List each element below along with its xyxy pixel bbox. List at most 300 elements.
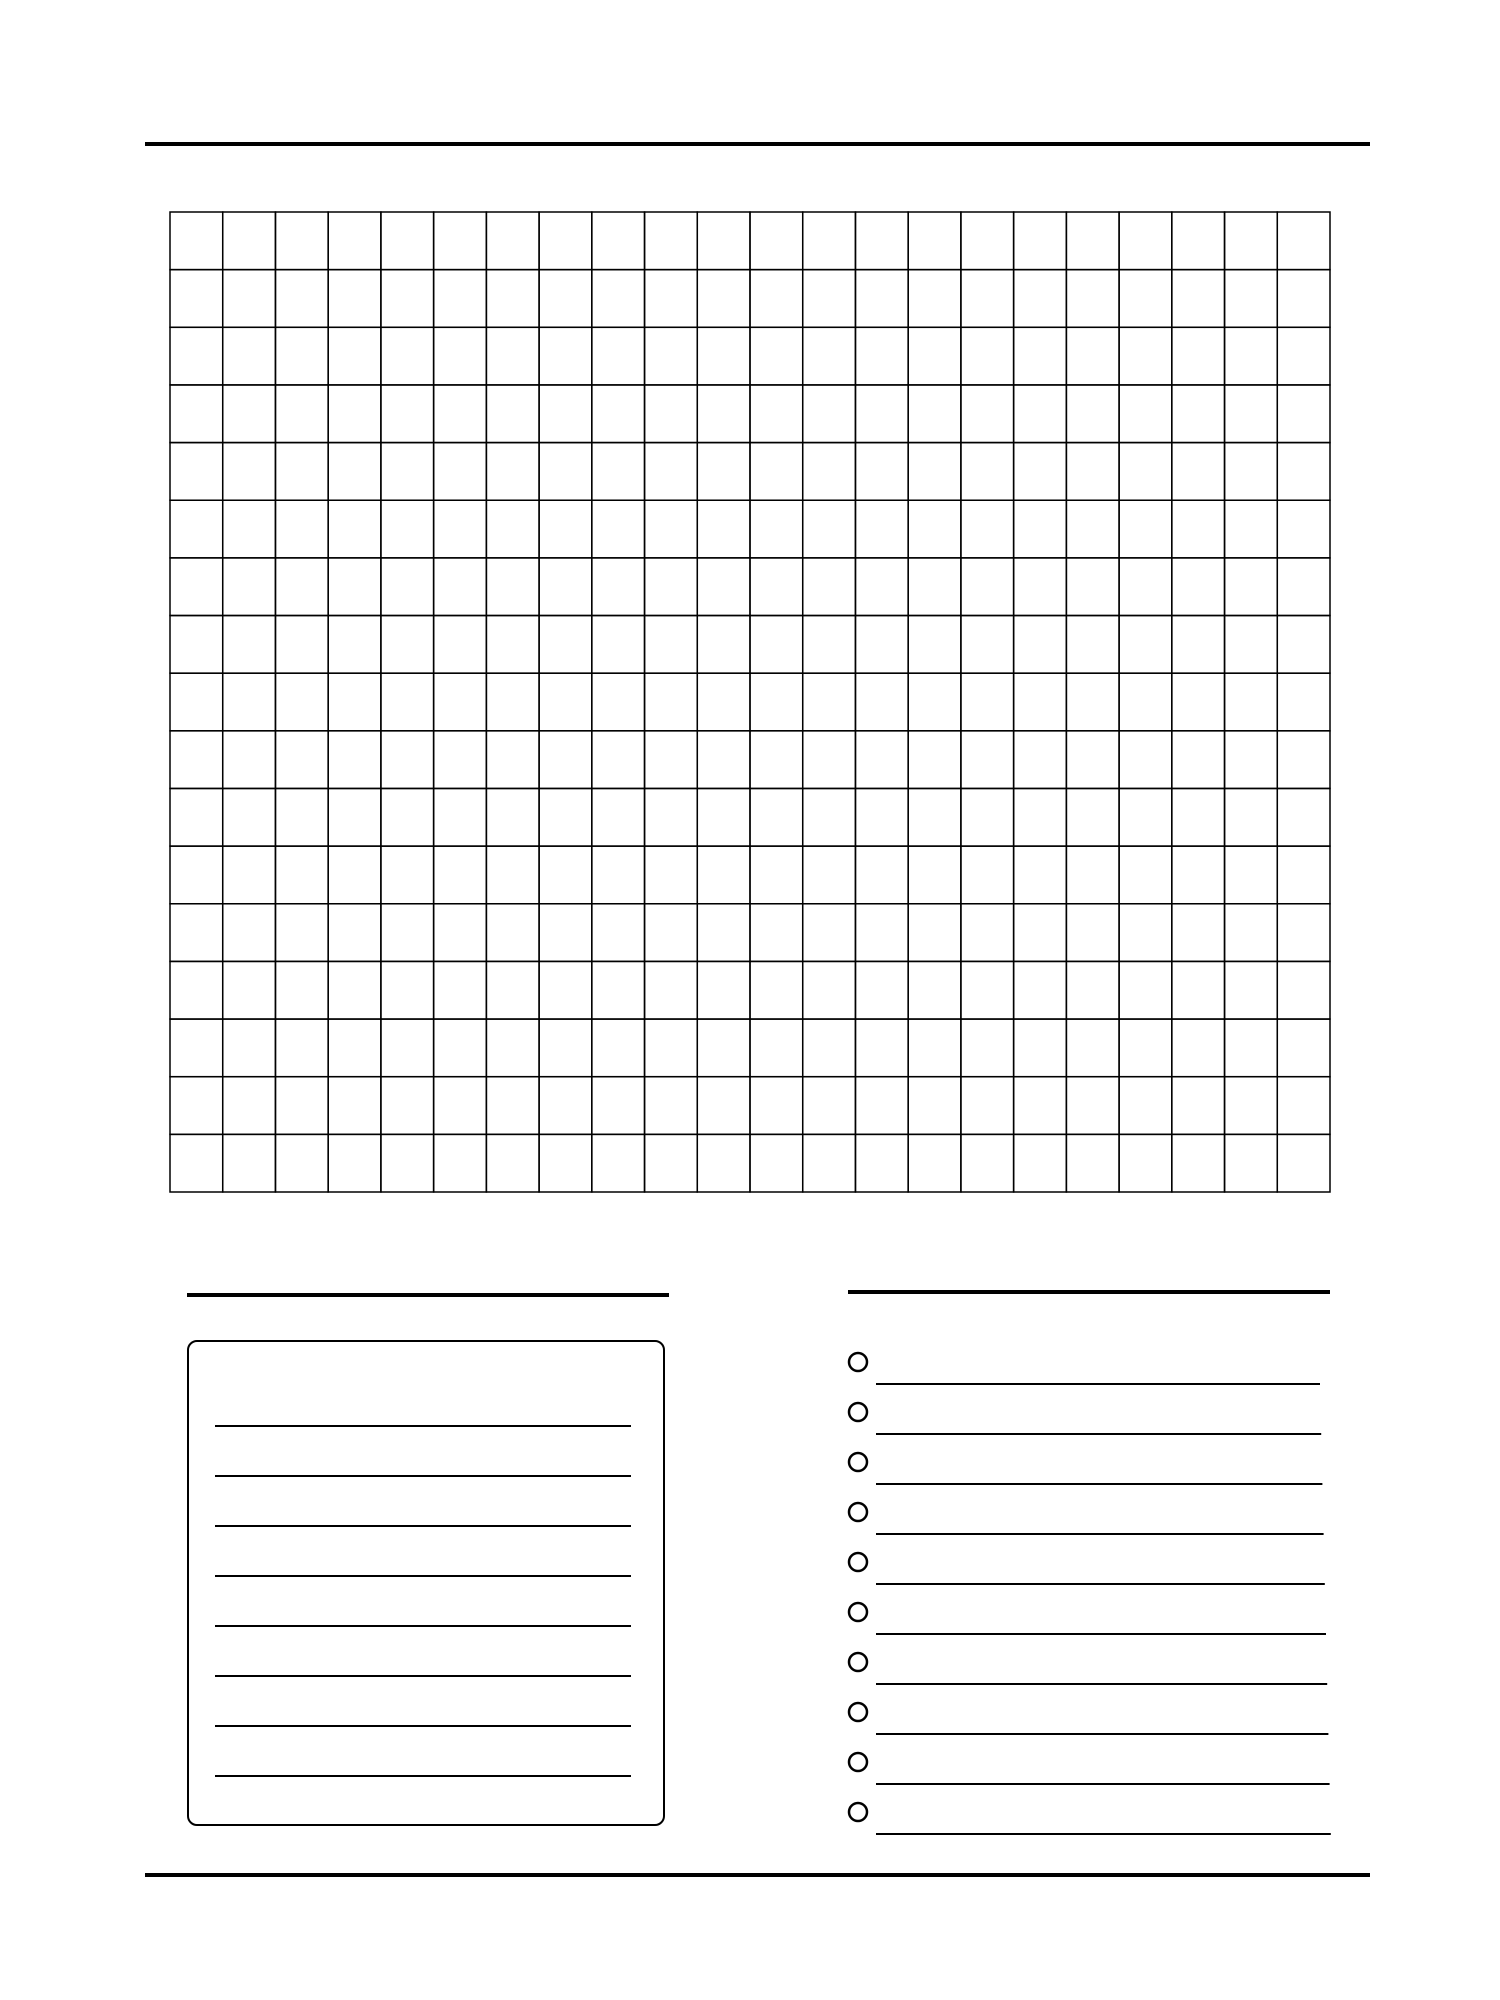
grid-cell[interactable] bbox=[434, 846, 487, 904]
grid-cell[interactable] bbox=[1277, 327, 1330, 385]
grid-cell[interactable] bbox=[855, 443, 908, 501]
grid-cell[interactable] bbox=[1066, 385, 1119, 443]
grid-cell[interactable] bbox=[961, 673, 1014, 731]
grid-cell[interactable] bbox=[908, 961, 961, 1019]
grid-cell[interactable] bbox=[223, 616, 276, 674]
grid-cell[interactable] bbox=[1172, 385, 1225, 443]
grid-cell[interactable] bbox=[223, 788, 276, 846]
grid-cell[interactable] bbox=[328, 443, 381, 501]
grid-cell[interactable] bbox=[539, 1019, 592, 1077]
grid-cell[interactable] bbox=[750, 961, 803, 1019]
grid-cell[interactable] bbox=[1277, 1077, 1330, 1135]
circle-checkbox-icon[interactable] bbox=[849, 1503, 867, 1521]
grid-cell[interactable] bbox=[697, 731, 750, 789]
grid-cell[interactable] bbox=[1014, 1134, 1067, 1192]
grid-cell[interactable] bbox=[1014, 385, 1067, 443]
grid-cell[interactable] bbox=[1225, 788, 1278, 846]
grid-cell[interactable] bbox=[1225, 327, 1278, 385]
grid-cell[interactable] bbox=[592, 904, 645, 962]
grid-cell[interactable] bbox=[434, 1134, 487, 1192]
grid-cell[interactable] bbox=[592, 1019, 645, 1077]
grid-cell[interactable] bbox=[1277, 500, 1330, 558]
grid-cell[interactable] bbox=[1066, 500, 1119, 558]
grid-cell[interactable] bbox=[434, 443, 487, 501]
grid-cell[interactable] bbox=[697, 1134, 750, 1192]
grid-cell[interactable] bbox=[328, 327, 381, 385]
grid-cell[interactable] bbox=[961, 385, 1014, 443]
grid-cell[interactable] bbox=[539, 558, 592, 616]
grid-cell[interactable] bbox=[855, 212, 908, 270]
grid-cell[interactable] bbox=[961, 788, 1014, 846]
grid-cell[interactable] bbox=[486, 1134, 539, 1192]
grid-cell[interactable] bbox=[381, 616, 434, 674]
grid-cell[interactable] bbox=[170, 443, 223, 501]
grid-cell[interactable] bbox=[1172, 961, 1225, 1019]
grid-cell[interactable] bbox=[961, 443, 1014, 501]
grid-cell[interactable] bbox=[170, 558, 223, 616]
grid-cell[interactable] bbox=[1014, 673, 1067, 731]
grid-cell[interactable] bbox=[908, 1134, 961, 1192]
grid-cell[interactable] bbox=[328, 1134, 381, 1192]
checklist-item[interactable] bbox=[849, 1653, 1327, 1684]
grid-cell[interactable] bbox=[803, 961, 856, 1019]
grid-cell[interactable] bbox=[170, 1077, 223, 1135]
grid-cell[interactable] bbox=[275, 385, 328, 443]
grid-cell[interactable] bbox=[223, 731, 276, 789]
note-line[interactable] bbox=[215, 1725, 631, 1727]
grid-cell[interactable] bbox=[486, 961, 539, 1019]
grid-cell[interactable] bbox=[1119, 1019, 1172, 1077]
circle-checkbox-icon[interactable] bbox=[849, 1603, 867, 1621]
note-line[interactable] bbox=[215, 1625, 631, 1627]
grid-cell[interactable] bbox=[1225, 904, 1278, 962]
grid-cell[interactable] bbox=[1225, 1019, 1278, 1077]
circle-checkbox-icon[interactable] bbox=[849, 1403, 867, 1421]
grid-cell[interactable] bbox=[1119, 500, 1172, 558]
grid-cell[interactable] bbox=[223, 846, 276, 904]
grid-cell[interactable] bbox=[486, 500, 539, 558]
grid-cell[interactable] bbox=[1066, 1077, 1119, 1135]
grid-cell[interactable] bbox=[539, 616, 592, 674]
grid-cell[interactable] bbox=[486, 385, 539, 443]
grid-cell[interactable] bbox=[1172, 558, 1225, 616]
grid-cell[interactable] bbox=[961, 500, 1014, 558]
checklist-item[interactable] bbox=[849, 1403, 1321, 1434]
grid-cell[interactable] bbox=[961, 558, 1014, 616]
grid-cell[interactable] bbox=[1066, 788, 1119, 846]
grid-cell[interactable] bbox=[1066, 1134, 1119, 1192]
grid-cell[interactable] bbox=[750, 673, 803, 731]
grid-cell[interactable] bbox=[855, 558, 908, 616]
grid-cell[interactable] bbox=[223, 443, 276, 501]
grid-cell[interactable] bbox=[908, 788, 961, 846]
grid-cell[interactable] bbox=[328, 846, 381, 904]
grid-cell[interactable] bbox=[645, 443, 698, 501]
grid-cell[interactable] bbox=[1119, 1077, 1172, 1135]
grid-cell[interactable] bbox=[1066, 904, 1119, 962]
grid-cell[interactable] bbox=[328, 558, 381, 616]
grid-cell[interactable] bbox=[697, 558, 750, 616]
grid-cell[interactable] bbox=[1014, 846, 1067, 904]
grid-cell[interactable] bbox=[328, 961, 381, 1019]
grid-cell[interactable] bbox=[1277, 788, 1330, 846]
grid-cell[interactable] bbox=[645, 385, 698, 443]
checklist-item[interactable] bbox=[849, 1553, 1325, 1584]
grid-cell[interactable] bbox=[381, 212, 434, 270]
grid-cell[interactable] bbox=[961, 1134, 1014, 1192]
grid-cell[interactable] bbox=[1119, 270, 1172, 328]
grid-cell[interactable] bbox=[539, 443, 592, 501]
grid-cell[interactable] bbox=[1225, 270, 1278, 328]
grid-cell[interactable] bbox=[592, 558, 645, 616]
grid-cell[interactable] bbox=[434, 788, 487, 846]
grid-cell[interactable] bbox=[592, 385, 645, 443]
grid-cell[interactable] bbox=[275, 731, 328, 789]
grid-cell[interactable] bbox=[1172, 270, 1225, 328]
grid-cell[interactable] bbox=[1172, 904, 1225, 962]
grid-cell[interactable] bbox=[170, 1134, 223, 1192]
grid-cell[interactable] bbox=[1014, 500, 1067, 558]
grid-cell[interactable] bbox=[275, 327, 328, 385]
grid-cell[interactable] bbox=[539, 385, 592, 443]
grid-cell[interactable] bbox=[908, 673, 961, 731]
grid-cell[interactable] bbox=[539, 1134, 592, 1192]
grid-cell[interactable] bbox=[1119, 731, 1172, 789]
grid-cell[interactable] bbox=[1119, 558, 1172, 616]
grid-cell[interactable] bbox=[750, 212, 803, 270]
grid-cell[interactable] bbox=[381, 961, 434, 1019]
checklist-item[interactable] bbox=[849, 1753, 1330, 1784]
grid-cell[interactable] bbox=[750, 327, 803, 385]
grid-cell[interactable] bbox=[750, 1134, 803, 1192]
grid-cell[interactable] bbox=[592, 616, 645, 674]
grid-cell[interactable] bbox=[1119, 327, 1172, 385]
grid-cell[interactable] bbox=[1225, 558, 1278, 616]
grid-cell[interactable] bbox=[381, 731, 434, 789]
note-line[interactable] bbox=[215, 1475, 631, 1477]
grid-cell[interactable] bbox=[645, 500, 698, 558]
grid-cell[interactable] bbox=[1225, 500, 1278, 558]
grid-cell[interactable] bbox=[592, 788, 645, 846]
grid-cell[interactable] bbox=[645, 1019, 698, 1077]
grid-cell[interactable] bbox=[645, 731, 698, 789]
grid-cell[interactable] bbox=[645, 327, 698, 385]
grid-cell[interactable] bbox=[539, 904, 592, 962]
grid-cell[interactable] bbox=[697, 270, 750, 328]
grid-cell[interactable] bbox=[855, 904, 908, 962]
grid-cell[interactable] bbox=[381, 385, 434, 443]
grid-cell[interactable] bbox=[1225, 846, 1278, 904]
grid-cell[interactable] bbox=[908, 904, 961, 962]
grid-cell[interactable] bbox=[961, 1019, 1014, 1077]
grid-cell[interactable] bbox=[961, 327, 1014, 385]
grid-cell[interactable] bbox=[908, 212, 961, 270]
grid-cell[interactable] bbox=[539, 673, 592, 731]
grid-cell[interactable] bbox=[855, 1134, 908, 1192]
grid-cell[interactable] bbox=[434, 212, 487, 270]
grid-cell[interactable] bbox=[486, 1077, 539, 1135]
note-line[interactable] bbox=[215, 1575, 631, 1577]
grid-cell[interactable] bbox=[1014, 1077, 1067, 1135]
grid-cell[interactable] bbox=[855, 270, 908, 328]
grid-cell[interactable] bbox=[1066, 270, 1119, 328]
grid-cell[interactable] bbox=[486, 1019, 539, 1077]
grid-cell[interactable] bbox=[434, 904, 487, 962]
grid-cell[interactable] bbox=[645, 558, 698, 616]
note-line[interactable] bbox=[215, 1775, 631, 1777]
grid-cell[interactable] bbox=[1277, 1019, 1330, 1077]
checklist-item[interactable] bbox=[849, 1453, 1322, 1484]
grid-cell[interactable] bbox=[170, 846, 223, 904]
checklist-item[interactable] bbox=[849, 1603, 1326, 1634]
grid-cell[interactable] bbox=[697, 788, 750, 846]
grid-cell[interactable] bbox=[592, 961, 645, 1019]
grid-cell[interactable] bbox=[750, 788, 803, 846]
grid-cell[interactable] bbox=[381, 1134, 434, 1192]
grid-cell[interactable] bbox=[750, 558, 803, 616]
grid-cell[interactable] bbox=[328, 1077, 381, 1135]
grid-cell[interactable] bbox=[328, 904, 381, 962]
grid-cell[interactable] bbox=[1172, 1134, 1225, 1192]
grid-cell[interactable] bbox=[1066, 212, 1119, 270]
checklist-item[interactable] bbox=[849, 1353, 1320, 1384]
grid-cell[interactable] bbox=[328, 1019, 381, 1077]
grid-cell[interactable] bbox=[170, 961, 223, 1019]
grid-cell[interactable] bbox=[486, 443, 539, 501]
grid-cell[interactable] bbox=[275, 788, 328, 846]
grid-cell[interactable] bbox=[1014, 961, 1067, 1019]
grid-cell[interactable] bbox=[434, 270, 487, 328]
grid-cell[interactable] bbox=[1119, 212, 1172, 270]
grid-cell[interactable] bbox=[592, 443, 645, 501]
grid-cell[interactable] bbox=[275, 616, 328, 674]
grid-cell[interactable] bbox=[961, 904, 1014, 962]
grid-cell[interactable] bbox=[908, 1019, 961, 1077]
grid-cell[interactable] bbox=[645, 212, 698, 270]
grid-cell[interactable] bbox=[1225, 385, 1278, 443]
circle-checkbox-icon[interactable] bbox=[849, 1453, 867, 1471]
grid-cell[interactable] bbox=[592, 673, 645, 731]
grid-cell[interactable] bbox=[855, 846, 908, 904]
grid-cell[interactable] bbox=[539, 212, 592, 270]
grid-cell[interactable] bbox=[592, 1134, 645, 1192]
grid-cell[interactable] bbox=[486, 327, 539, 385]
grid-cell[interactable] bbox=[961, 616, 1014, 674]
grid-cell[interactable] bbox=[592, 500, 645, 558]
grid-cell[interactable] bbox=[697, 846, 750, 904]
grid-cell[interactable] bbox=[803, 1077, 856, 1135]
grid-cell[interactable] bbox=[961, 270, 1014, 328]
grid-cell[interactable] bbox=[434, 327, 487, 385]
grid-cell[interactable] bbox=[750, 731, 803, 789]
grid-cell[interactable] bbox=[434, 616, 487, 674]
grid-cell[interactable] bbox=[1225, 443, 1278, 501]
grid-cell[interactable] bbox=[223, 904, 276, 962]
grid-cell[interactable] bbox=[645, 846, 698, 904]
grid-cell[interactable] bbox=[1277, 1134, 1330, 1192]
grid-cell[interactable] bbox=[539, 270, 592, 328]
grid-cell[interactable] bbox=[1119, 443, 1172, 501]
grid-cell[interactable] bbox=[803, 1134, 856, 1192]
grid-cell[interactable] bbox=[381, 443, 434, 501]
grid-cell[interactable] bbox=[381, 1077, 434, 1135]
grid-cell[interactable] bbox=[486, 558, 539, 616]
grid-cell[interactable] bbox=[803, 904, 856, 962]
grid-cell[interactable] bbox=[645, 788, 698, 846]
grid-cell[interactable] bbox=[1066, 558, 1119, 616]
grid-cell[interactable] bbox=[908, 731, 961, 789]
grid-cell[interactable] bbox=[275, 1077, 328, 1135]
grid-cell[interactable] bbox=[750, 904, 803, 962]
grid-cell[interactable] bbox=[434, 1019, 487, 1077]
grid-cell[interactable] bbox=[223, 673, 276, 731]
grid-cell[interactable] bbox=[855, 1077, 908, 1135]
grid-cell[interactable] bbox=[908, 443, 961, 501]
grid-cell[interactable] bbox=[328, 788, 381, 846]
grid-cell[interactable] bbox=[803, 673, 856, 731]
grid-cell[interactable] bbox=[1014, 616, 1067, 674]
grid-cell[interactable] bbox=[381, 788, 434, 846]
grid-cell[interactable] bbox=[223, 385, 276, 443]
grid-cell[interactable] bbox=[539, 788, 592, 846]
grid-cell[interactable] bbox=[381, 673, 434, 731]
grid-cell[interactable] bbox=[486, 212, 539, 270]
circle-checkbox-icon[interactable] bbox=[849, 1803, 867, 1821]
grid-cell[interactable] bbox=[697, 961, 750, 1019]
grid-cell[interactable] bbox=[803, 212, 856, 270]
grid-cell[interactable] bbox=[855, 788, 908, 846]
grid-cell[interactable] bbox=[1066, 961, 1119, 1019]
grid-cell[interactable] bbox=[1172, 1019, 1225, 1077]
grid-cell[interactable] bbox=[328, 731, 381, 789]
grid-cell[interactable] bbox=[539, 500, 592, 558]
grid-cell[interactable] bbox=[803, 270, 856, 328]
grid-cell[interactable] bbox=[486, 904, 539, 962]
grid-cell[interactable] bbox=[170, 500, 223, 558]
grid-cell[interactable] bbox=[803, 731, 856, 789]
grid-cell[interactable] bbox=[592, 327, 645, 385]
grid-cell[interactable] bbox=[645, 904, 698, 962]
grid-cell[interactable] bbox=[1172, 443, 1225, 501]
grid-cell[interactable] bbox=[170, 385, 223, 443]
grid-cell[interactable] bbox=[1119, 788, 1172, 846]
grid-cell[interactable] bbox=[803, 327, 856, 385]
grid-cell[interactable] bbox=[1119, 1134, 1172, 1192]
grid-cell[interactable] bbox=[275, 443, 328, 501]
grid-cell[interactable] bbox=[539, 731, 592, 789]
grid-cell[interactable] bbox=[486, 846, 539, 904]
grid-cell[interactable] bbox=[434, 961, 487, 1019]
grid-cell[interactable] bbox=[697, 1019, 750, 1077]
grid-cell[interactable] bbox=[1277, 616, 1330, 674]
grid-cell[interactable] bbox=[908, 327, 961, 385]
grid-cell[interactable] bbox=[1277, 673, 1330, 731]
circle-checkbox-icon[interactable] bbox=[849, 1703, 867, 1721]
grid-cell[interactable] bbox=[697, 327, 750, 385]
grid-cell[interactable] bbox=[1014, 558, 1067, 616]
grid-cell[interactable] bbox=[328, 212, 381, 270]
grid-cell[interactable] bbox=[275, 558, 328, 616]
grid-cell[interactable] bbox=[381, 846, 434, 904]
grid-cell[interactable] bbox=[750, 385, 803, 443]
grid-cell[interactable] bbox=[1172, 212, 1225, 270]
grid-cell[interactable] bbox=[908, 1077, 961, 1135]
grid-cell[interactable] bbox=[1119, 846, 1172, 904]
grid-cell[interactable] bbox=[1225, 673, 1278, 731]
grid-cell[interactable] bbox=[1225, 1077, 1278, 1135]
grid-cell[interactable] bbox=[1277, 904, 1330, 962]
grid-cell[interactable] bbox=[1225, 961, 1278, 1019]
grid-cell[interactable] bbox=[1277, 558, 1330, 616]
grid-cell[interactable] bbox=[170, 731, 223, 789]
grid-cell[interactable] bbox=[486, 616, 539, 674]
grid-cell[interactable] bbox=[697, 616, 750, 674]
grid-cell[interactable] bbox=[223, 961, 276, 1019]
grid-cell[interactable] bbox=[381, 327, 434, 385]
grid-cell[interactable] bbox=[592, 270, 645, 328]
grid-cell[interactable] bbox=[750, 1077, 803, 1135]
grid-cell[interactable] bbox=[539, 1077, 592, 1135]
grid-cell[interactable] bbox=[1277, 212, 1330, 270]
grid-cell[interactable] bbox=[1014, 904, 1067, 962]
grid-cell[interactable] bbox=[592, 1077, 645, 1135]
grid-cell[interactable] bbox=[592, 846, 645, 904]
grid-cell[interactable] bbox=[223, 558, 276, 616]
grid-cell[interactable] bbox=[1225, 616, 1278, 674]
grid-cell[interactable] bbox=[170, 616, 223, 674]
grid-cell[interactable] bbox=[275, 904, 328, 962]
notes-box[interactable] bbox=[187, 1340, 665, 1826]
grid-cell[interactable] bbox=[1172, 616, 1225, 674]
circle-checkbox-icon[interactable] bbox=[849, 1353, 867, 1371]
grid-cell[interactable] bbox=[223, 1019, 276, 1077]
grid-cell[interactable] bbox=[170, 1019, 223, 1077]
grid-cell[interactable] bbox=[275, 500, 328, 558]
grid-cell[interactable] bbox=[434, 500, 487, 558]
grid-cell[interactable] bbox=[1014, 788, 1067, 846]
note-line[interactable] bbox=[215, 1425, 631, 1427]
grid-cell[interactable] bbox=[750, 443, 803, 501]
grid-cell[interactable] bbox=[1277, 270, 1330, 328]
grid-cell[interactable] bbox=[328, 616, 381, 674]
checklist-item[interactable] bbox=[849, 1703, 1328, 1734]
grid-cell[interactable] bbox=[1172, 788, 1225, 846]
grid-cell[interactable] bbox=[1066, 616, 1119, 674]
grid-cell[interactable] bbox=[539, 961, 592, 1019]
grid-cell[interactable] bbox=[750, 500, 803, 558]
grid-cell[interactable] bbox=[1119, 673, 1172, 731]
grid-cell[interactable] bbox=[434, 731, 487, 789]
grid-cell[interactable] bbox=[170, 673, 223, 731]
grid-cell[interactable] bbox=[381, 904, 434, 962]
grid-cell[interactable] bbox=[1014, 731, 1067, 789]
grid-cell[interactable] bbox=[908, 385, 961, 443]
grid-cell[interactable] bbox=[1014, 1019, 1067, 1077]
grid-cell[interactable] bbox=[855, 616, 908, 674]
grid-cell[interactable] bbox=[1014, 327, 1067, 385]
grid-cell[interactable] bbox=[750, 846, 803, 904]
grid-cell[interactable] bbox=[275, 673, 328, 731]
grid-cell[interactable] bbox=[223, 1134, 276, 1192]
grid-cell[interactable] bbox=[434, 558, 487, 616]
grid-cell[interactable] bbox=[381, 500, 434, 558]
grid-cell[interactable] bbox=[1225, 212, 1278, 270]
grid-cell[interactable] bbox=[275, 1019, 328, 1077]
grid-cell[interactable] bbox=[908, 558, 961, 616]
grid-cell[interactable] bbox=[645, 673, 698, 731]
grid-cell[interactable] bbox=[381, 558, 434, 616]
grid-cell[interactable] bbox=[855, 1019, 908, 1077]
